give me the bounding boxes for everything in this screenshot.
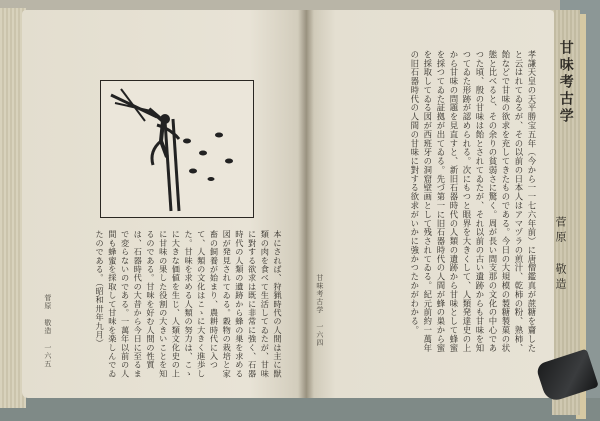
cave-painting-illustration bbox=[100, 80, 254, 218]
left-page-footer: 菅原 敬造 一六五 bbox=[43, 294, 52, 368]
cave-painting-honey-gatherer-icon bbox=[101, 81, 253, 217]
article-title: 甘味考古学 bbox=[557, 40, 574, 125]
right-page bbox=[306, 10, 574, 398]
background-bottom bbox=[0, 398, 600, 421]
right-page-running-head: 甘味考古学 一六四 bbox=[315, 274, 324, 347]
article-author: 菅原 敬造 bbox=[554, 216, 568, 293]
book-gutter bbox=[298, 10, 314, 398]
left-page bbox=[22, 10, 306, 398]
right-page-body-text: 孝謙天皇の天平勝宝五年（今から一一七六年前）に唐僧鑑真が蔗糖を齎したと云はれてゐるが、その以前の日本人はアマヅラの煎汁、乾柿の粉、熟柿、飴などで甘味の欲求を充してきたものである。今日の大規模の製糖製菓の状態と比べると、その余りの貧弱さに驚く。周が長い間支那の文化の中心であつた頃、殷の甘味は飴とされてゐたが、それ以前の古い遺跡からも甘味を知つてゐた形跡が認められる。次にもつと眼界を大きくして、人類発達史の上から甘味の問題を見直すと、新旧石器時代の人類の遺跡から甘味として蜂蜜を採つてゐた証拠が出てゐる。先づ第一に旧石器時代の人間が蜂の巣から蜜を採取してゐる図が西班牙の洞窟壁画として残されてゐる。紀元前約一萬年の旧石器時代の人間の甘味に對する欲求がいかに強かつたかがわかる。 bbox=[409, 50, 537, 353]
left-page-body-text: 本にされば、狩猟時代の人間は主に獣類の肉を食べて生活してゐたが、甘味に對する欲求は既に非常に強く、石器時代の人類の遺跡から蜂の巣を求める図が発見されてゐる。穀物の栽培と家畜の飼養が始まり、農耕時代に入つて、人類の文化はこゝに大きく進歩した。甘味を求める人類の努力は、こゝに大きな価値を生じ、人類文化史の上に甘味の果した役割の大きいことを知るのである。甘味を好む人間の性質は、石器時代の大昔から今日に至るまで変らないのである。一萬年以前の人間も蜂蜜を採取して甘味を楽しんでゐたのである。（昭和卅年九月） bbox=[95, 230, 283, 378]
